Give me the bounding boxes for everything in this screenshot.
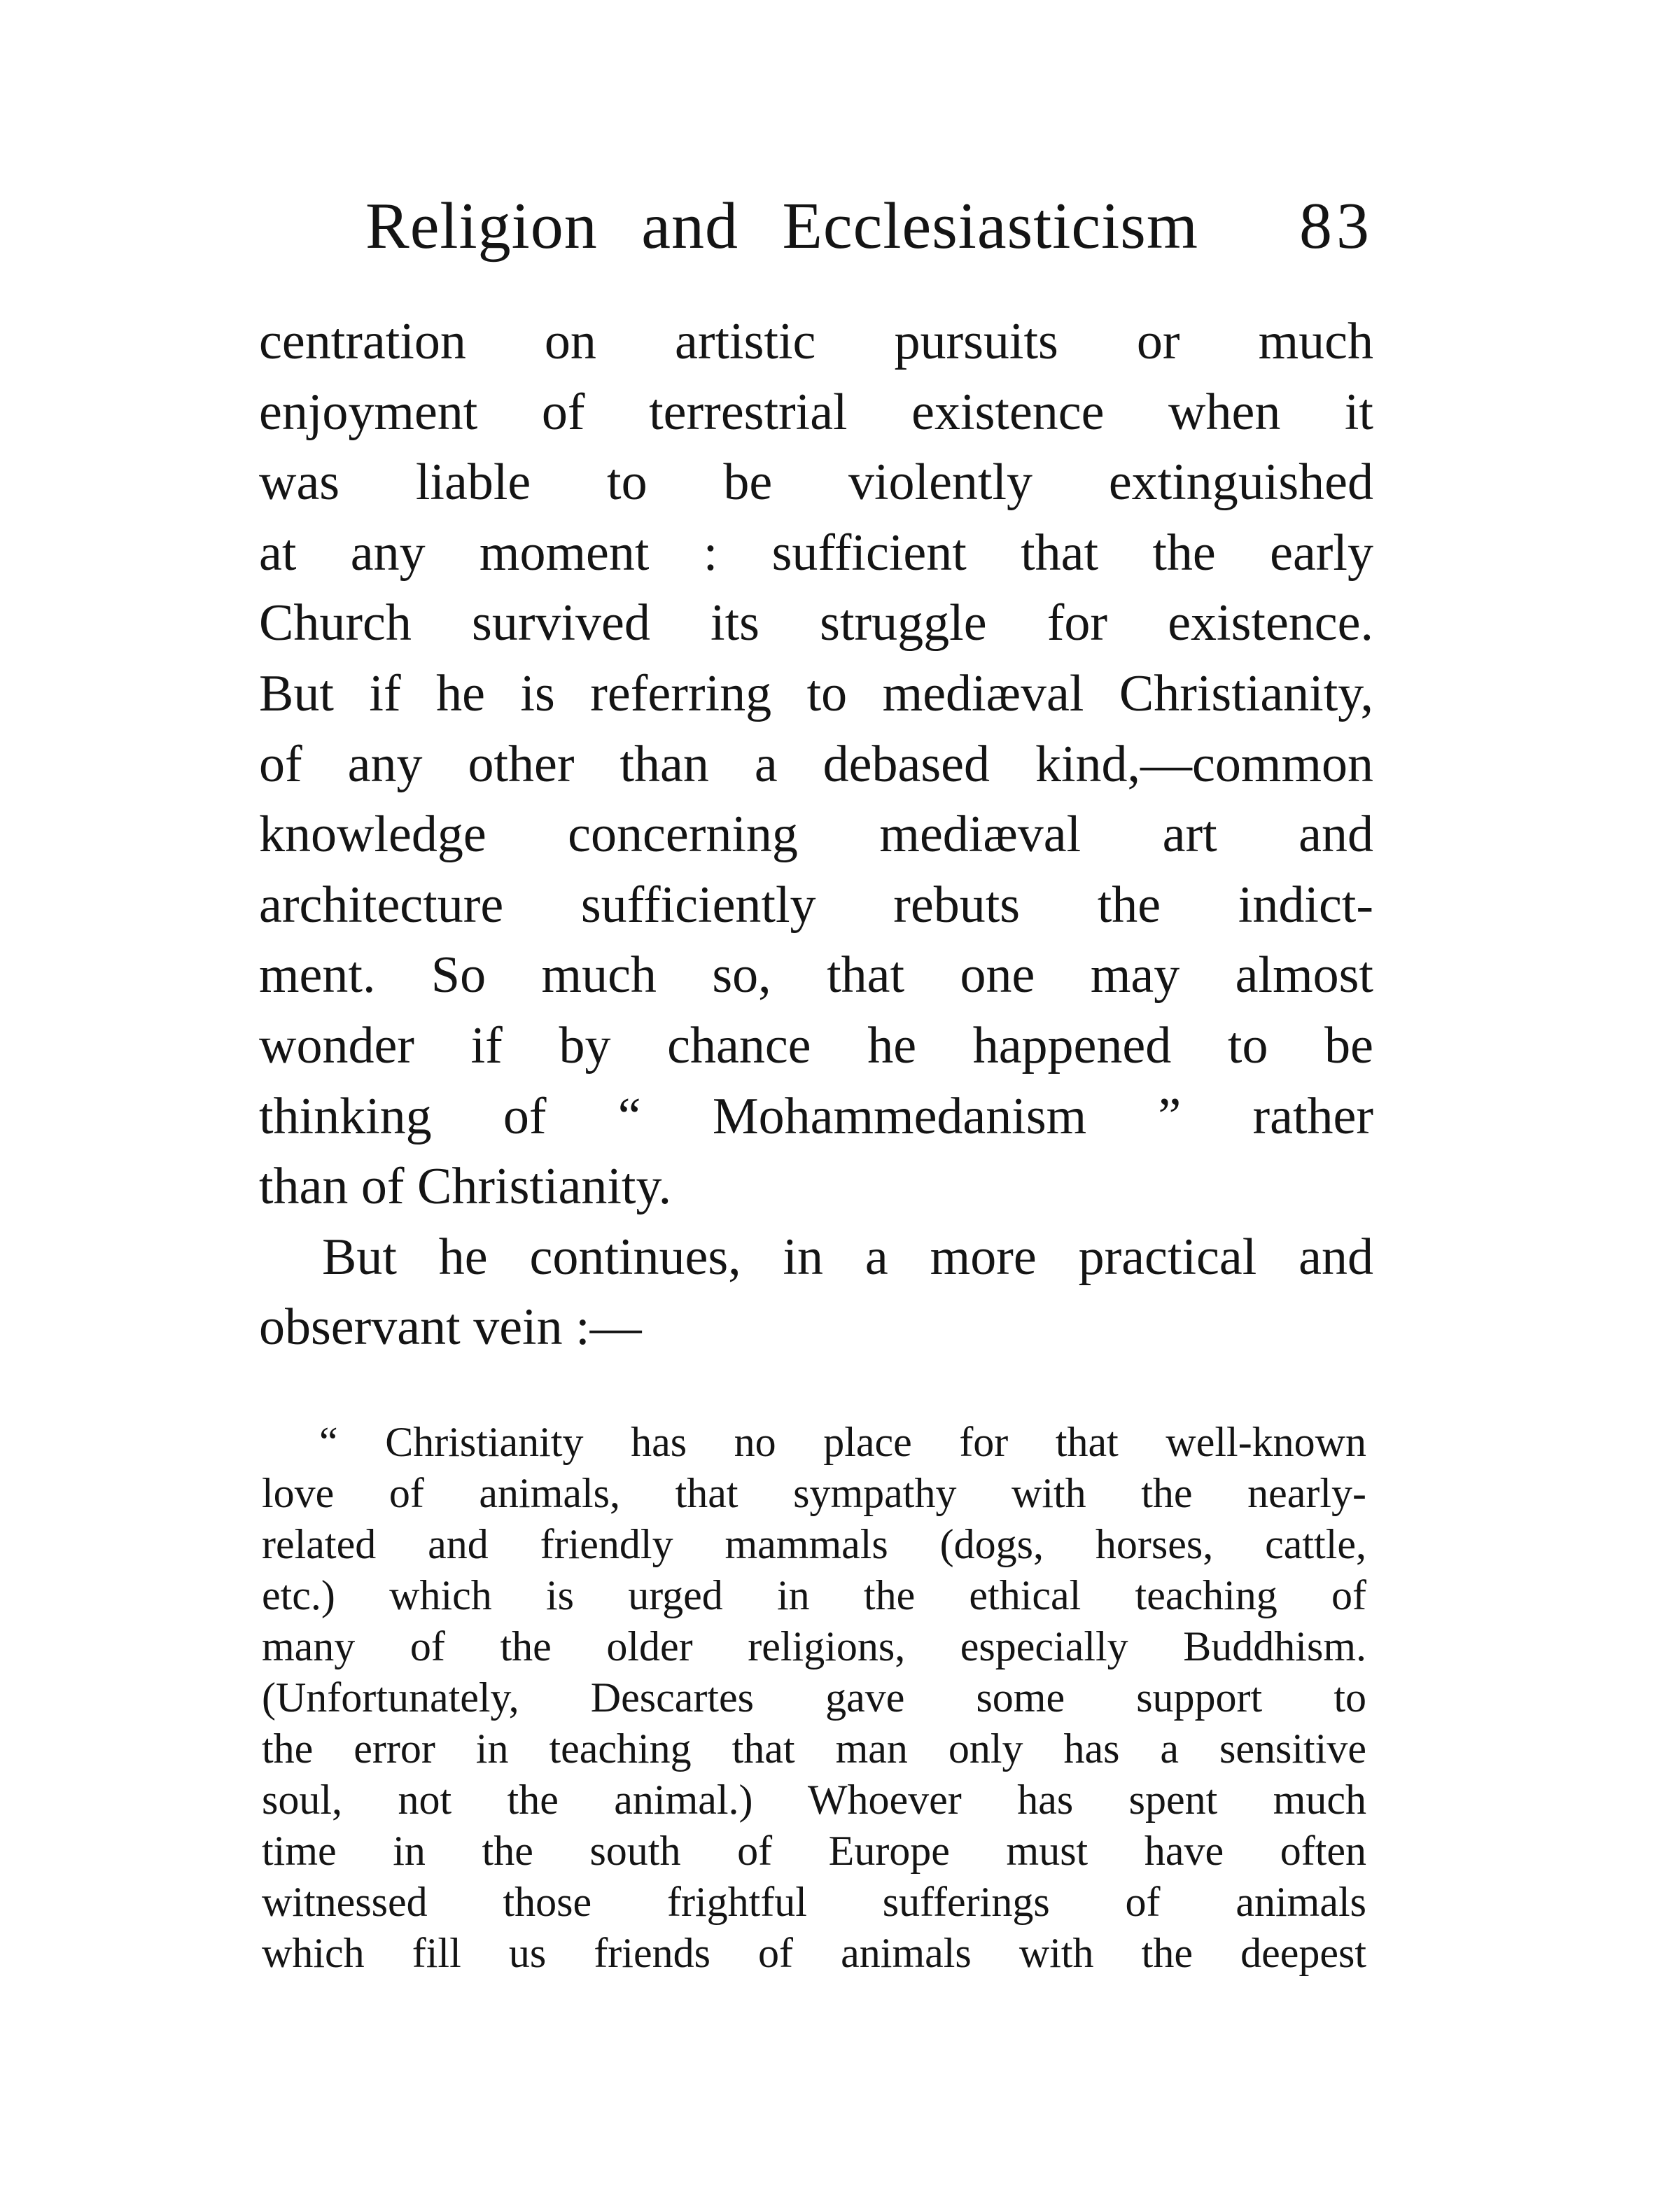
quote-line: which fill us friends of animals with the deepest (262, 1930, 1366, 1976)
quote-line: love of animals, that sympathy with the nearly- (262, 1470, 1366, 1516)
text-line: wonder if by chance he happened to be (259, 1016, 1373, 1074)
text-line: But he continues, in a more practical and (322, 1228, 1373, 1286)
quote-line: many of the older religions, especially Buddhism. (262, 1623, 1366, 1670)
running-head-title: Religion and Ecclesiasticism (365, 190, 1198, 262)
text-line: enjoyment of terrestrial existence when it (259, 383, 1373, 441)
main-text (259, 307, 1373, 1363)
text-line: thinking of “ Mohammedanism ” rather (259, 1087, 1373, 1145)
text-line: architecture sufficiently rebuts the indict- (259, 876, 1373, 934)
text-line: Church survived its struggle for existence. (259, 594, 1373, 652)
text-line: of any other than a debased kind,—common (259, 735, 1373, 793)
quote-line: time in the south of Europe must have often (262, 1828, 1366, 1874)
text-line: centration on artistic pursuits or much (259, 313, 1373, 370)
block-quote (262, 1417, 1366, 1979)
running-header (365, 188, 1373, 272)
quote-line: witnessed those frightful sufferings of animals (262, 1879, 1366, 1925)
text-line: knowledge concerning mediæval art and (259, 806, 1373, 864)
text-line: at any moment : sufficient that the early (259, 524, 1373, 582)
page-number: 83 (1299, 190, 1373, 262)
quote-line: soul, not the animal.) Whoever has spent much (262, 1777, 1366, 1823)
quote-line: related and friendly mammals (dogs, horses, cattle, (262, 1521, 1366, 1567)
quote-line: the error in teaching that man only has a sensitive (262, 1726, 1366, 1772)
text-line: was liable to be violently extinguished (259, 454, 1373, 512)
quote-line: (Unfortunately, Descartes gave some support to (262, 1674, 1366, 1721)
text-line: ment. So much so, that one may almost (259, 946, 1373, 1004)
quote-line: etc.) which is urged in the ethical teaching of (262, 1572, 1366, 1618)
text-line: than of Christianity. (259, 1158, 672, 1216)
text-line: But if he is referring to mediæval Christianity, (259, 664, 1373, 722)
text-line: observant vein :— (259, 1298, 642, 1357)
quote-line: “ Christianity has no place for that well-known (319, 1419, 1366, 1465)
